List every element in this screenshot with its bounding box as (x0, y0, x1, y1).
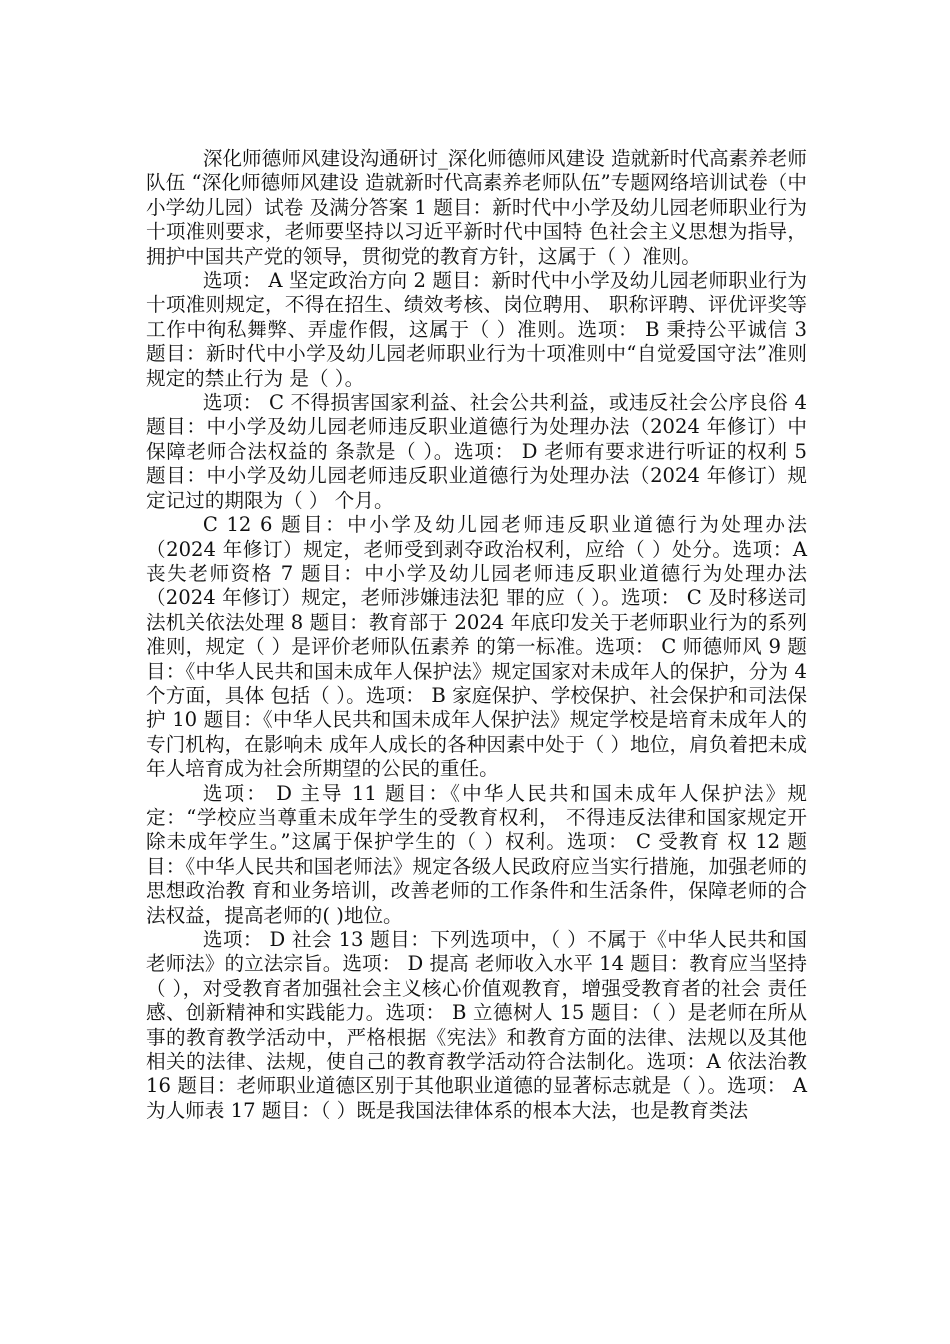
document-body (146, 147, 807, 1123)
paragraph: 选项： D 主导 11 题目：《中华人民共和国未成年人保护法》规定：“学校应当尊重未成年学生的受教育权利， 不得违反法律和国家规定开除未成年学生。”这属于保护学生的（ ）权利。选项： C 受教育 权 12 题目：《中华人民共和国老师法》规定各级人民政府应当实行措施，加强老师的思想政治教 育和业务培训，改善老师的工作条件和生活条件，保障老师的合法权益，提高老师的( )地位。 (146, 781, 807, 927)
paragraph: 选项： C 不得损害国家利益、社会公共利益，或违反社会公序良俗 4 题目：中小学及幼儿园老师违反职业道德行为处理办法（2024 年修订）中保障老师合法权益的 条款是（ ）。选项： D 老师有要求进行听证的权利 5 题目：中小学及幼儿园老师违反职业道德行为处理办法（2024 年修订）规定记过的期限为（ ） 个月。 (146, 391, 807, 512)
paragraph: 深化师德师风建设沟通研讨_深化师德师风建设 造就新时代高素养老师队伍 “深化师德师风建设 造就新时代高素养老师队伍”专题网络培训试卷（中小学幼儿园）试卷 及满分答案 1 题目：新时代中小学及幼儿园老师职业行为十项准则要求，老师要坚持以习近平新时代中国特 色社会主义思想为指导，拥护中国共产党的领导，贯彻党的教育方针，这属于（ ）准则。 (146, 147, 807, 268)
paragraph: 选项： D 社会 13 题目：下列选项中，（ ）不属于《中华人民共和国老师法》的立法宗旨。选项： D 提高 老师收入水平 14 题目：教育应当坚持（ ），对受教育者加强社会主义核心价值观教育，增强受教育者的社会 责任感、创新精神和实践能力。选项： B 立德树人 15 题目：（ ）是老师在所从事的教育教学活动中，严格根据《宪法》和教育方面的法律、法规以及其他相关的法律、法规，使自己的教育教学活动符合法制化。选项：A 依法治教 16 题目：老师职业道德区别于其他职业道德的显著标志就是（ ）。选项： A 为人师表 17 题目：（ ）既是我国法律体系的根本大法，也是教育类法 (146, 928, 807, 1122)
paragraph: C 12 6 题目：中小学及幼儿园老师违反职业道德行为处理办法（2024 年修订）规定，老师受到剥夺政治权利，应给（ ）处分。选项：A 丧失老师资格 7 题目：中小学及幼儿园老师违反职业道德行为处理办法（2024 年修订）规定，老师涉嫌违法犯 罪的应（ ）。选项： C 及时移送司法机关依法处理 8 题目：教育部于 2024 年底印发关于老师职业行为的系列准则，规定（ ）是评价老师队伍素养 的第一标准。选项： C 师德师风 9 题目：《中华人民共和国未成年人保护法》规定国家对未成年人的保护，分为 4 个方面，具体 包括（ ）。选项： B 家庭保护、学校保护、社会保护和司法保护 10 题目：《中华人民共和国未成年人保护法》规定学校是培育未成年人的专门机构，在影响未 成年人成长的各种因素中处于（ ）地位，肩负着把未成年人培育成为社会所期望的公民的重任。 (146, 513, 807, 781)
paragraph: 选项： A 坚定政治方向 2 题目：新时代中小学及幼儿园老师职业行为十项准则规定，不得在招生、绩效考核、岗位聘用、 职称评聘、评优评奖等工作中徇私舞弊、弄虚作假，这属于（ ）准则。选项： B 秉持公平诚信 3 题目：新时代中小学及幼儿园老师职业行为十项准则中“自觉爱国守法”准则规定的禁止行为 是（ ）。 (146, 269, 807, 390)
